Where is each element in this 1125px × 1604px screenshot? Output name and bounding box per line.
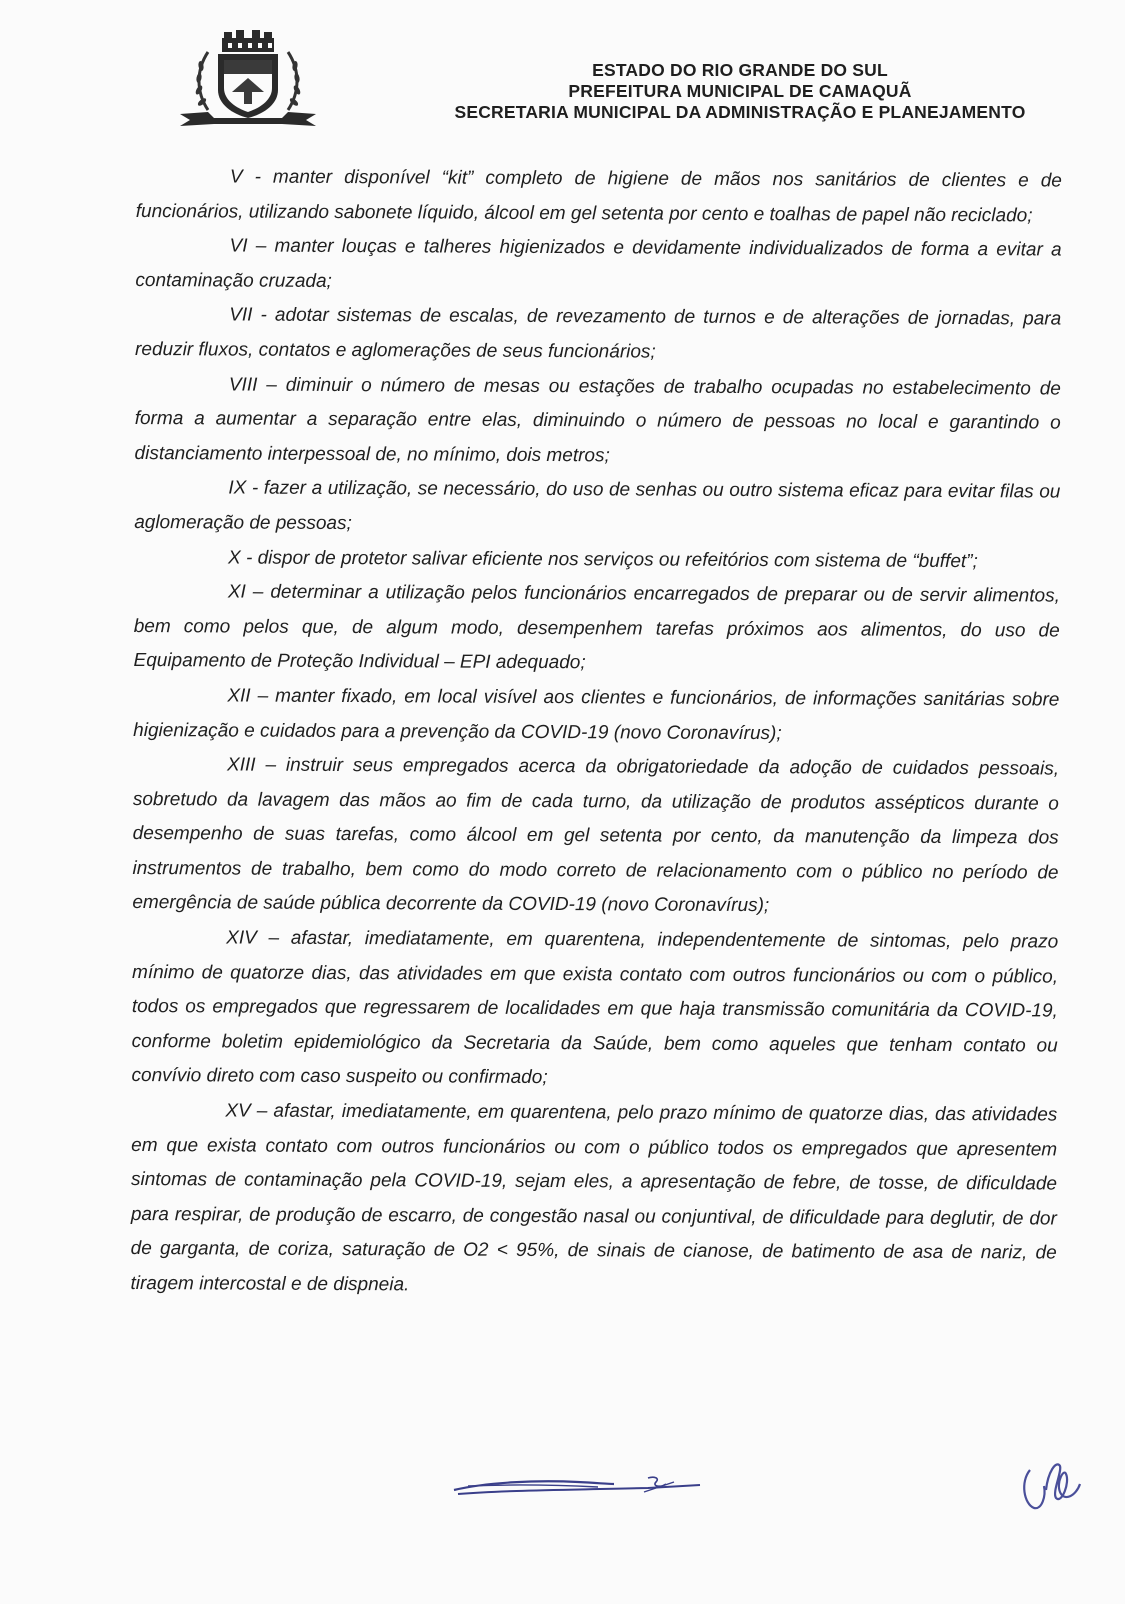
- item-xii: XII – manter fixado, em local visível aos clientes e funcionários, de informações sanitárias sobre higienização e cuidados para a prevenção da COVID-19 (novo Coronavírus);: [133, 685, 1060, 744]
- coat-of-arms-icon: [178, 28, 318, 132]
- item-xiii: XIII – instruir seus empregados acerca da obrigatoriedade da adoção de cuidados pessoais, sobretudo da lavagem das mãos ao fim de cada turno, da utilização de produtos assépticos durante o desempenho de suas tarefas, como álcool em gel setenta por cento, da manutenção da limpeza dos instrumentos de trabalho, bem como do modo correto de relacionamento com o público no período de emergência de saúde pública decorrente da COVID-19 (novo Coronavírus);: [132, 754, 1060, 917]
- document-body: [130, 160, 1062, 1306]
- item-v: V - manter disponível “kit” completo de higiene de mãos nos sanitários de clientes e de funcionários, utilizando sabonete líquido, álcool em gel setenta por cento e toalhas de papel não reciclado;: [135, 166, 1062, 226]
- header-prefecture: PREFEITURA MUNICIPAL DE CAMAQUÃ: [568, 81, 912, 101]
- header-secretariat: SECRETARIA MUNICIPAL DA ADMINISTRAÇÃO E PLANEJAMENTO: [454, 102, 1026, 122]
- item-xiv: XIV – afastar, imediatamente, em quarentena, independentemente de sintomas, pelo prazo mínimo de quatorze dias, das atividades em que exista contato com outros funcionários ou com o público, todos os empregados que regressarem de localidades em que haja transmissão comunitária da COVID-19, conforme boletim epidemiológico da Secretaria da Saúde, bem como aqueles que tenham contato ou convívio direto com caso suspeito ou confirmado;: [131, 927, 1059, 1089]
- initials-icon: [1016, 1452, 1086, 1516]
- item-x: X - dispor de protetor salivar eficiente nos serviços ou refeitórios com sistema de “buffet”;: [228, 546, 978, 572]
- signature-icon: [448, 1468, 708, 1502]
- letterhead: [420, 60, 1060, 123]
- item-xv: XV – afastar, imediatamente, em quarentena, pelo prazo mínimo de quatorze dias, das atividades em que exista contato com outros funcionários ou com o público todos os empregados que apresentem sintomas de contaminação pela COVID-19, sejam eles, a apresentação de febre, de tosse, de dificuldade para respirar, de produção de escarro, de congestão nasal ou conjuntival, de dificuldade para deglutir, de dor de garganta, de coriza, saturação de O2 < 95%, de sinais de cianose, de batimento de asa de nariz, de tiragem intercostal e de dispneia.: [130, 1100, 1058, 1296]
- header-state: ESTADO DO RIO GRANDE DO SUL: [592, 60, 888, 80]
- item-ix: IX - fazer a utilização, se necessário, do uso de senhas ou outro sistema eficaz para evitar filas ou aglomeração de pessoas;: [134, 477, 1061, 534]
- item-viii: VIII – diminuir o número de mesas ou estações de trabalho ocupadas no estabelecimento de forma a aumentar a separação entre elas, diminuindo o número de pessoas no local e garantindo o distanciamento interpessoal de, no mínimo, dois metros;: [134, 374, 1061, 467]
- item-vii: VII - adotar sistemas de escalas, de revezamento de turnos e de alterações de jornadas, para reduzir fluxos, contatos e aglomerações de seus funcionários;: [135, 304, 1062, 363]
- item-xi: XI – determinar a utilização pelos funcionários encarregados de preparar ou de servir alimentos, bem como pelos que, de algum modo, desempenhem tarefas próximos aos alimentos, do uso de Equipamento de Proteção Individual – EPI adequado;: [133, 581, 1060, 674]
- item-vi: VI – manter louças e talheres higienizados e devidamente individualizados de forma a evitar a contaminação cruzada;: [135, 235, 1062, 292]
